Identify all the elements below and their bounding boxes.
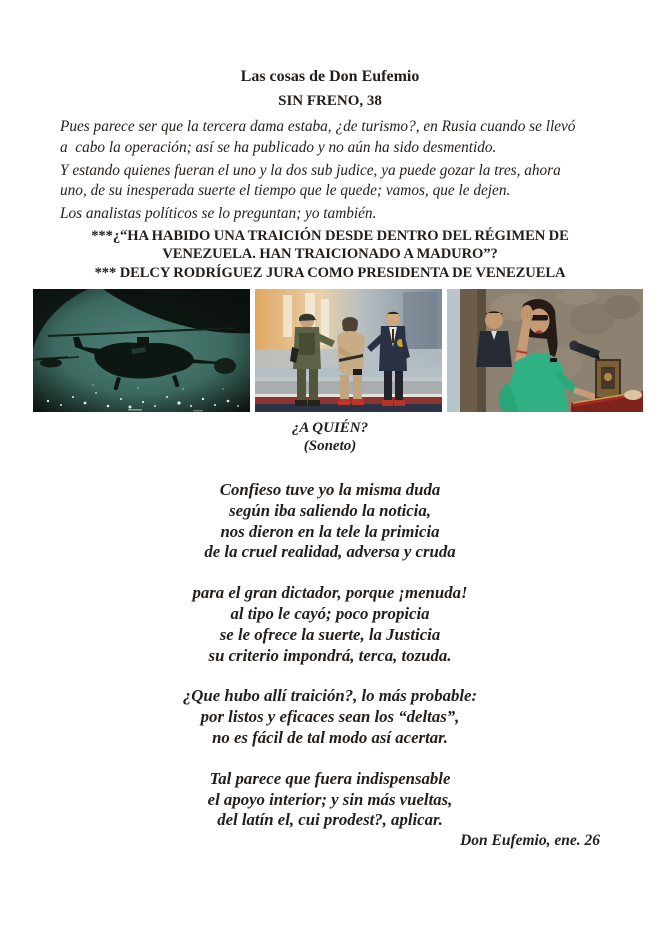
intro-section [60,117,616,225]
poem-line: según iba saliendo la noticia, [229,500,431,520]
paragraph-line: Y estando quienes fueran el uno y la dos sub judice, ya puede gozar la tres, ahora [60,161,561,179]
issue-title: SIN FRENO, 38 [278,93,382,109]
poem-line: nos dieron en la tele la primicia [220,521,440,541]
poem-stanza [0,480,660,563]
poem-line: se le ofrece la suerte, la Justicia [219,624,441,644]
poem-line: del latín el, cui prodest?, aplicar. [217,810,443,830]
author-signature: Don Eufemio, ene. 26 [460,832,600,850]
poem-line: su criterio impondrá, terca, tozuda. [208,645,452,665]
poem-stanza [0,769,660,831]
poem-section [0,419,660,831]
poem-line: Tal parece que fuera indispensable [209,768,451,788]
poem-line: Confieso tuve yo la misma duda [219,480,441,499]
paragraph-line: Los analistas políticos se lo preguntan; yo también. [60,205,377,222]
headline-line: *** DELCY RODRÍGUEZ JURA COMO PRESIDENTA DE VENEZUELA [94,265,566,281]
intro-paragraph [60,204,616,225]
intro-paragraph [60,161,616,202]
gilded-chair [595,359,621,399]
poem-stanza [0,583,660,666]
paragraph-line: a cabo la operación; así se ha publicado y no aún ha sido desmentido. [60,138,497,156]
poem-line: por listos y eficaces sean los “deltas”, [200,707,460,727]
photo-delcy-swearing-in [447,289,643,412]
poem-line: no es fácil de tal modo así acertar. [212,727,448,747]
page-title: Las cosas de Don Eufemio [240,68,420,85]
headline-traicion [0,227,660,263]
poem-line: al tipo le cayó; poco propicia [230,603,430,623]
photo-night-vision-helicopter [33,289,250,412]
poem-stanza [0,686,660,748]
photo-detainee-escort [255,289,442,412]
poem-line: de la cruel realidad, adversa y cruda [204,542,456,562]
headline-section [0,227,660,282]
poem-form-label: (Soneto) [303,438,357,454]
headline-line: VENEZUELA. HAN TRAICIONADO A MADURO”? [162,246,498,262]
intro-paragraph [60,117,616,158]
poem-line: el apoyo interior; y sin más vueltas, [207,789,453,809]
headline-line: ***¿“HA HABIDO UNA TRAICIÓN DESDE DENTRO DEL RÉGIMEN DE [91,228,569,244]
photo-strip [33,289,660,412]
poem-line: para el gran dictador, porque ¡menuda! [192,583,468,603]
headline-delcy [0,264,660,282]
paragraph-line: Pues parece ser que la tercera dama estaba, ¿de turismo?, en Rusia cuando se llevó [60,118,576,135]
paragraph-line: uno, de su inesperada suerte el tiempo que le quede; vamos, que le dejen. [60,182,511,199]
poem-title: ¿A QUIÉN? [291,420,369,436]
poem-line: ¿Que hubo allí traición?, lo más probable: [182,686,478,706]
